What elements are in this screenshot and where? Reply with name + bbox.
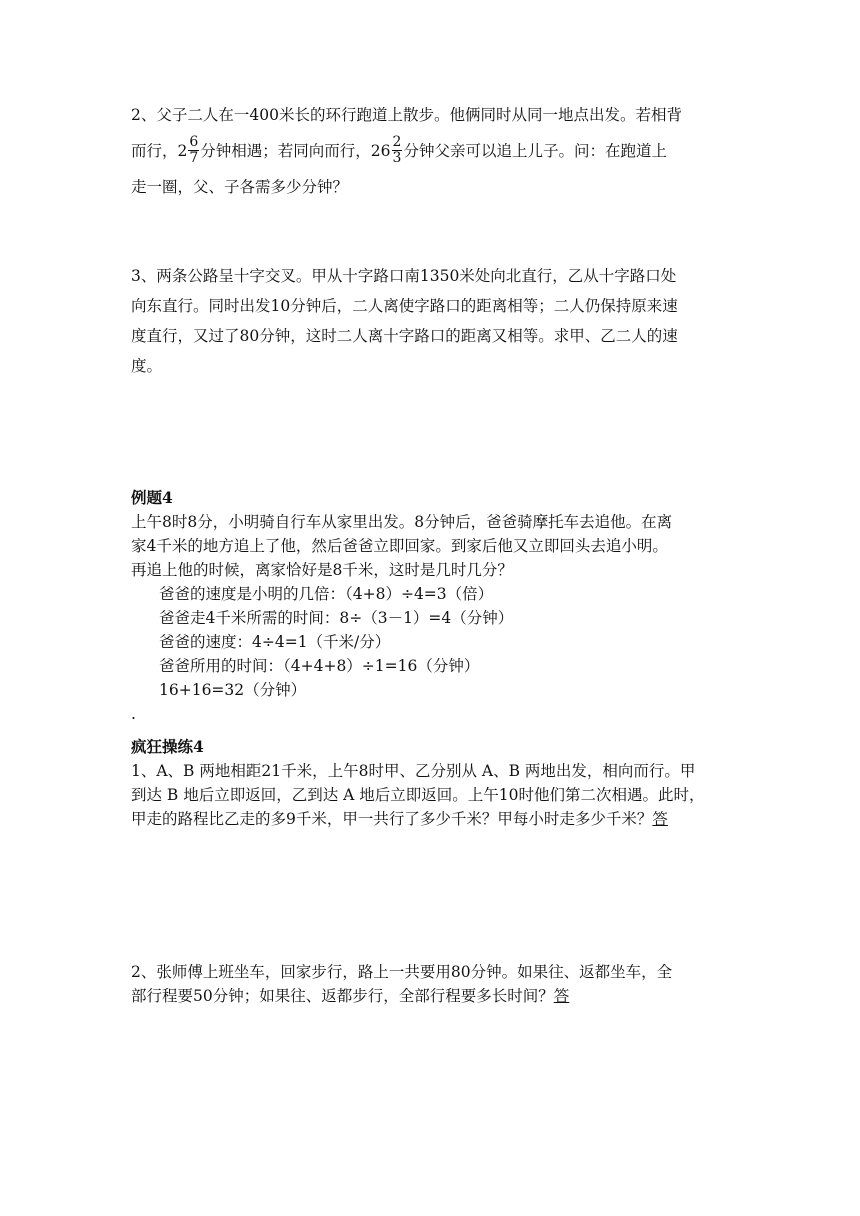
solution-line-3: 爸爸的速度：4÷4=1（千米/分）	[159, 633, 391, 651]
practice-4	[131, 735, 731, 831]
problem-2-line-1: 2、父子二人在一400米长的环行跑道上散步。他俩同时从同一地点出发。若相背	[131, 106, 682, 124]
problem-3	[131, 258, 731, 384]
problem-2-line-3: 走一圈，父、子各需多少分钟？	[131, 178, 349, 196]
example-4-line-2: 家4千米的地方追上了他，然后爸爸立即回家。到家后他又立即回头去追小明。	[131, 537, 668, 555]
problem-2-text-c: 分钟父亲可以追上儿子。问：在跑道上	[403, 142, 667, 160]
fraction-denominator: 7	[189, 149, 199, 166]
practice-2-question-text: 部行程要50分钟；如果往、返都步行，全部行程要多长时间？	[131, 987, 554, 1005]
problem-2-text-b: 分钟相遇；若同向而行，26	[200, 142, 391, 160]
problem-3-line-1: 3、两条公路呈十字交叉。甲从十字路口南1350米处向北直行，乙从十字路口处	[131, 267, 677, 285]
example-4-line-1: 上午8时8分，小明骑自行车从家里出发。8分钟后，爸爸骑摩托车去追他。在离	[131, 513, 673, 531]
example-4	[131, 486, 731, 726]
practice-2-line-1: 2、张师傅上班坐车，回家步行，路上一共要用80分钟。如果往、返都坐车，全	[131, 963, 673, 981]
problem-2-line-2	[131, 133, 731, 169]
practice-2-answer-link[interactable]: 答	[553, 987, 570, 1005]
fraction-denominator: 3	[392, 149, 402, 166]
fraction-two-thirds	[392, 135, 403, 166]
solution-end-dot: .	[131, 705, 136, 723]
practice-1-question-text: 甲走的路程比乙走的多9千米，甲一共行了多少千米？甲每小时走多少千米？	[131, 810, 653, 828]
example-4-line-3: 再追上他的时候，离家恰好是8千米，这时是几时几分？	[131, 561, 513, 579]
solution-line-2: 爸爸走4千米所需的时间：8÷（3－1）=4（分钟）	[159, 609, 514, 627]
problem-3-line-2: 向东直行。同时出发10分钟后，二人离使字路口的距离相等；二人仍保持原来速	[131, 297, 678, 315]
practice-1-answer-link[interactable]: 答	[652, 810, 668, 828]
solution-line-1: 爸爸的速度是小明的几倍：（4+8）÷4=3（倍）	[159, 585, 494, 603]
practice-1-line-1: 1、A、B 两地相距21千米，上午8时甲、乙分别从 A、B 两地出发，相向而行。甲	[131, 762, 696, 780]
fraction-numerator: 6	[189, 133, 199, 150]
practice-4-heading: 疯狂操练4	[131, 737, 204, 756]
problem-2	[131, 97, 731, 205]
practice-1-line-3	[131, 807, 731, 831]
practice-question-2	[131, 960, 731, 1008]
practice-2-line-2	[131, 984, 731, 1008]
example-4-heading: 例题4	[131, 488, 173, 507]
problem-2-text-a: 而行，2	[131, 142, 188, 160]
fraction-numerator: 2	[392, 133, 402, 150]
practice-1-line-2: 到达 B 地后立即返回，乙到达 A 地后立即返回。上午10时他们第二次相遇。此时，	[131, 786, 705, 804]
problem-3-line-4: 度。	[131, 357, 163, 375]
solution-line-5: 16+16=32（分钟）	[159, 681, 307, 699]
solution-line-4: 爸爸所用的时间：（4+4+8）÷1=16（分钟）	[159, 657, 480, 675]
fraction-six-sevenths	[188, 135, 199, 166]
problem-3-line-3: 度直行，又过了80分钟，这时二人离十字路口的距离又相等。求甲、乙二人的速	[131, 327, 678, 345]
